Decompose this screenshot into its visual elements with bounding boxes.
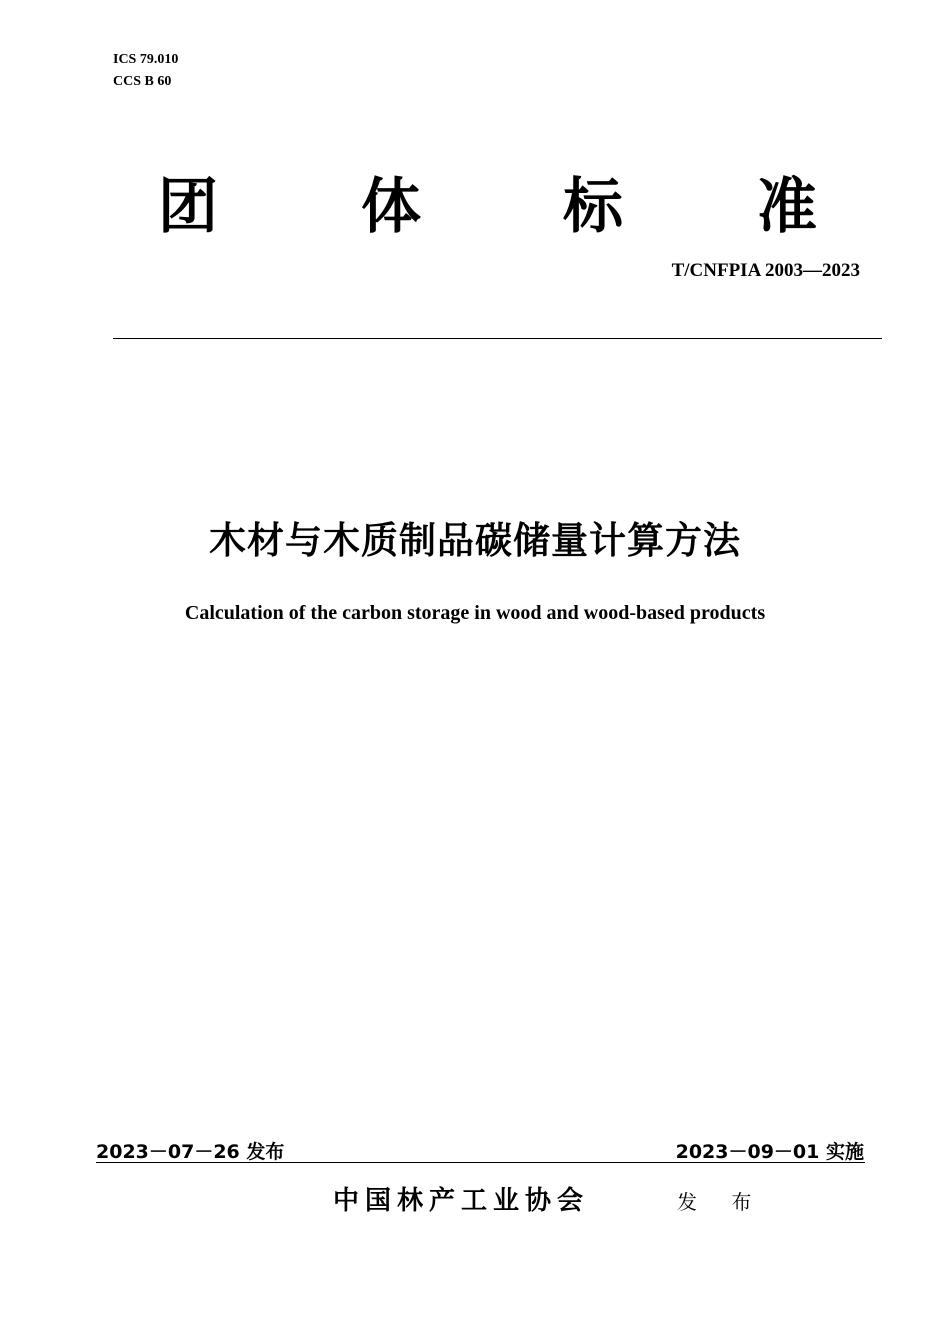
classification-codes (113, 49, 178, 93)
document-title-cn: 木材与木质制品碳储量计算方法 (209, 519, 741, 562)
standard-type-char-4: 准 (757, 172, 817, 242)
release-date: 2023－07－26 发布 (96, 1141, 285, 1163)
footer-divider (96, 1162, 865, 1163)
standard-type-char-2: 体 (361, 172, 421, 242)
document-title-en: Calculation of the carbon storage in wood and wood-based products (184, 602, 766, 624)
standard-type-char-1: 团 (158, 172, 218, 242)
standard-number: T/CNFPIA 2003—2023 (671, 260, 860, 281)
standard-type-heading (0, 172, 950, 242)
publish-label: 发 布 (677, 1190, 766, 1214)
publisher-name: 中国林产工业协会 (333, 1186, 590, 1216)
ics-code: ICS 79.010 (113, 52, 179, 67)
header-divider (113, 338, 882, 339)
ccs-code: CCS B 60 (113, 74, 172, 89)
standard-type-char-3: 标 (563, 172, 623, 242)
implementation-date: 2023－09－01 实施 (675, 1141, 864, 1163)
